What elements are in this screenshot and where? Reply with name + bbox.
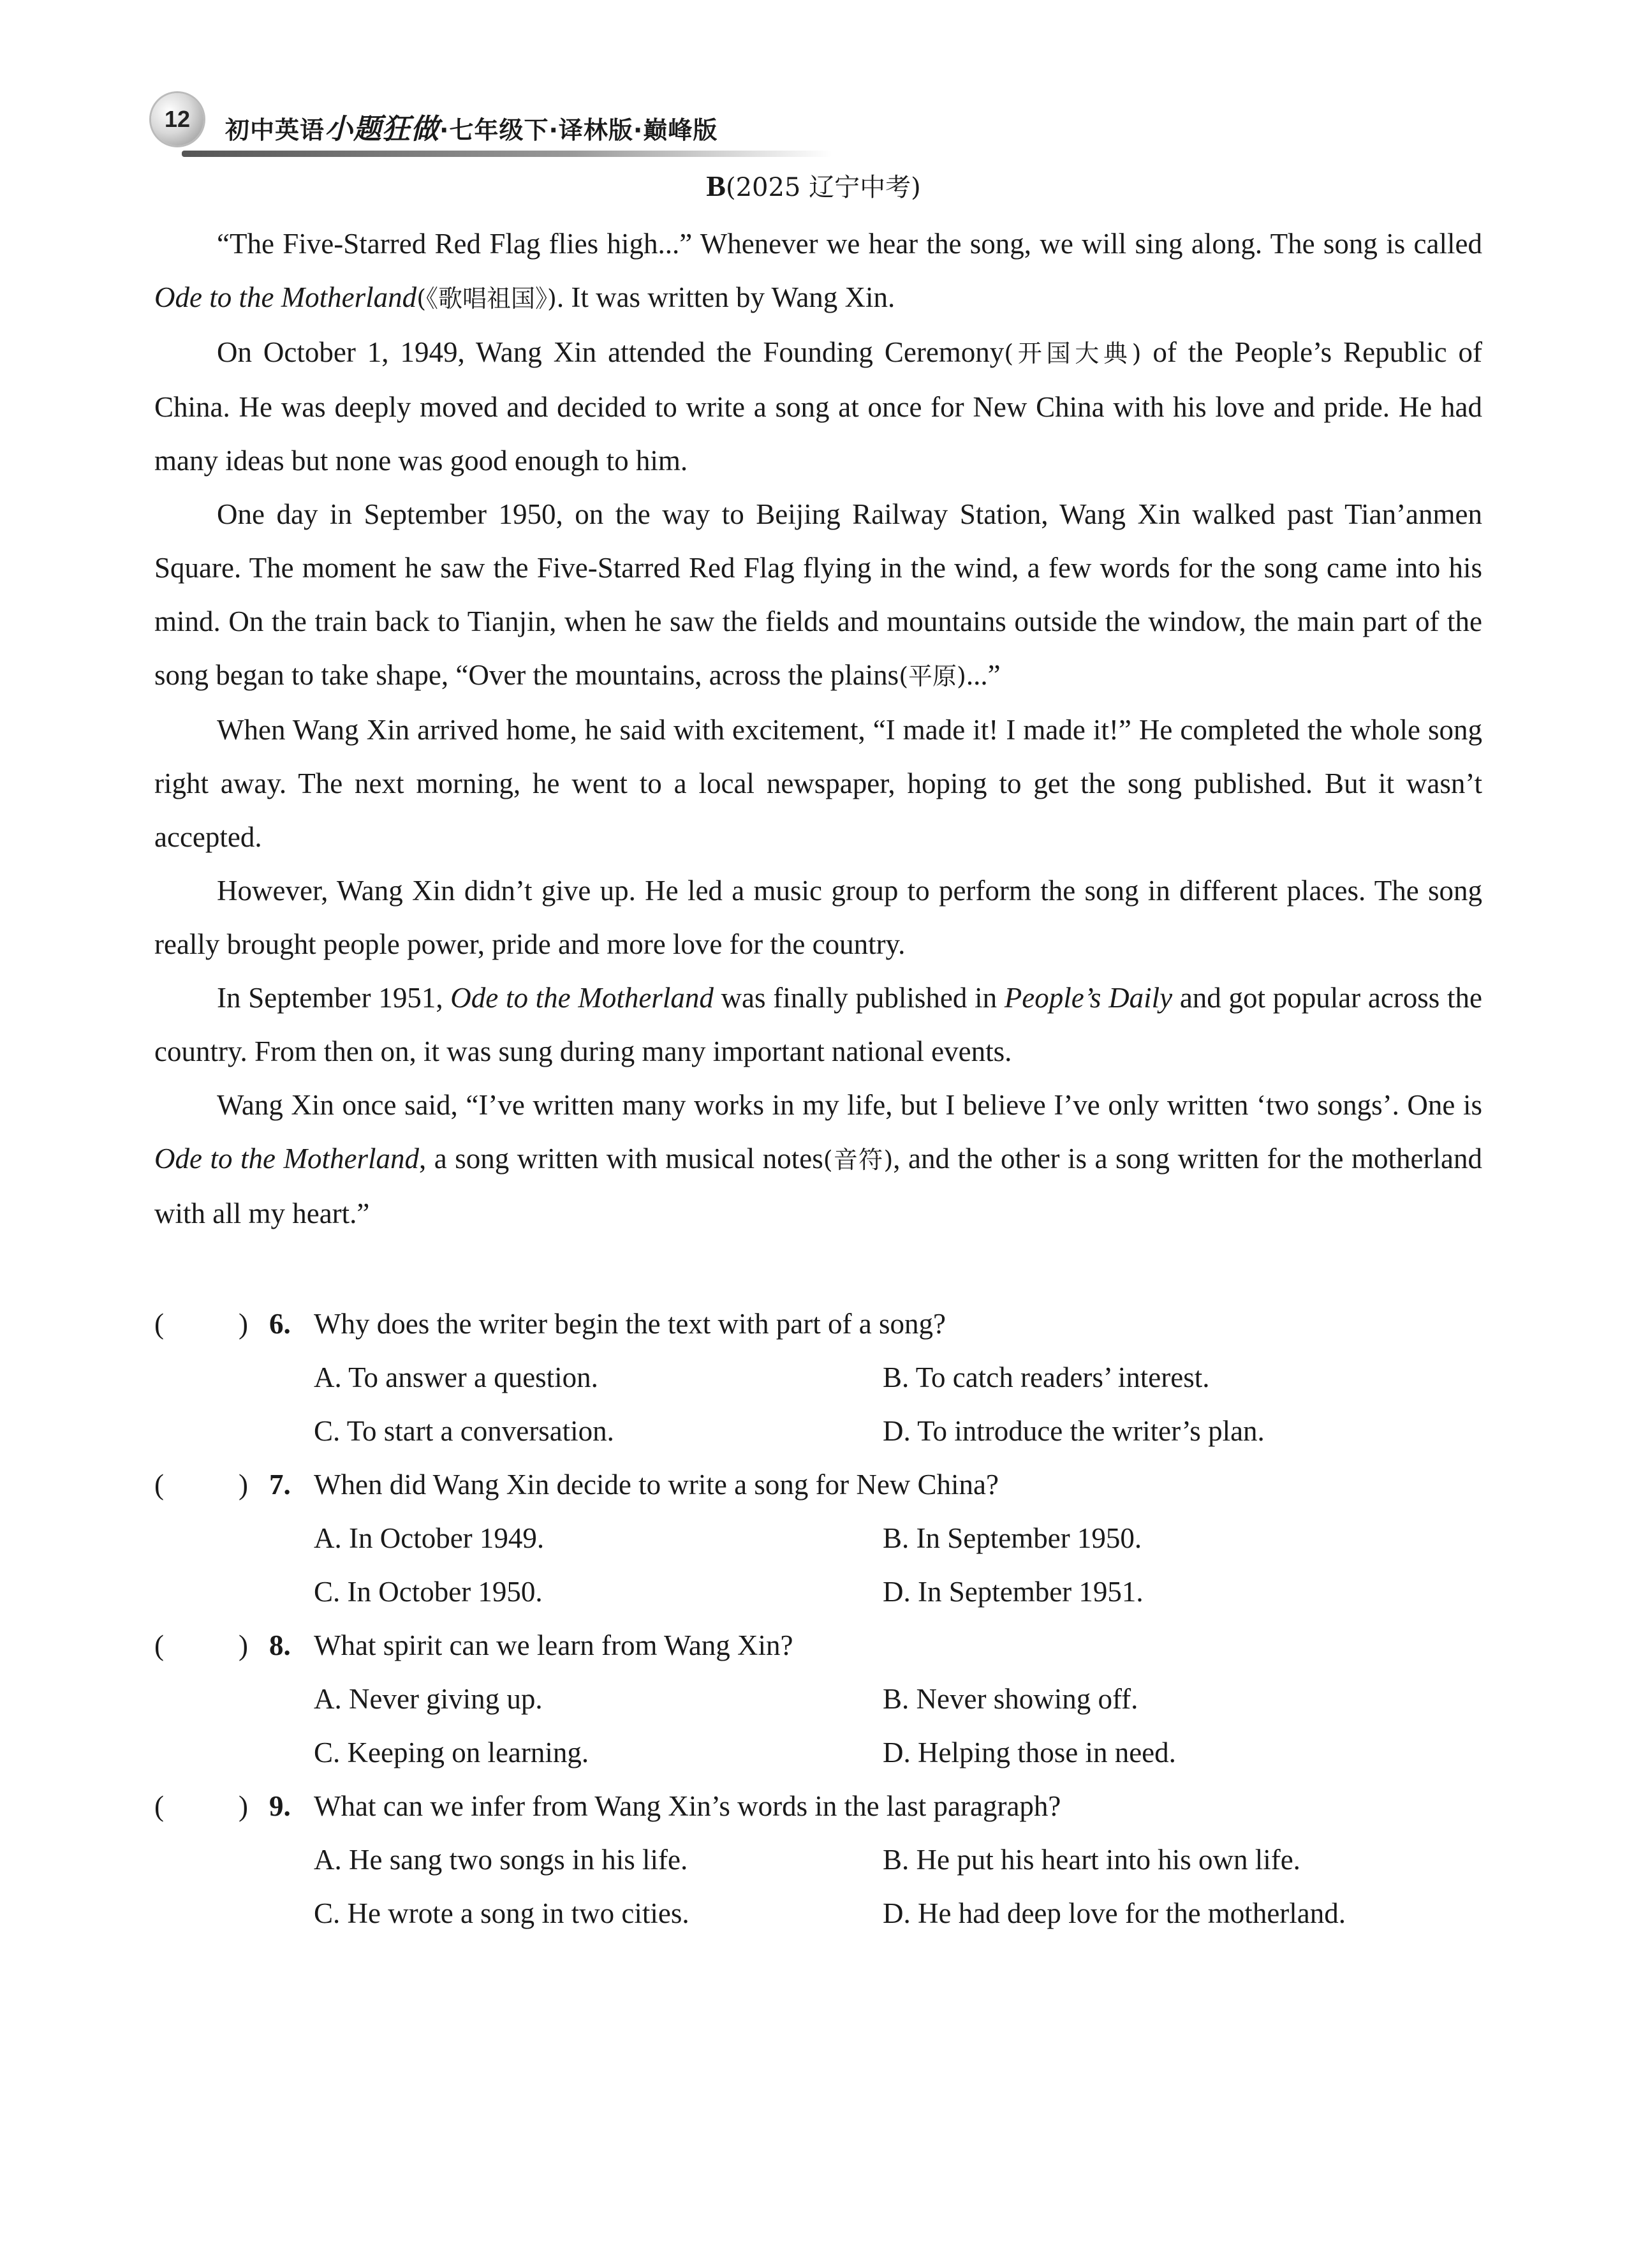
options-row xyxy=(154,1672,1482,1726)
paragraph-1 xyxy=(154,217,1482,325)
option-a[interactable]: A. He sang two songs in his life. xyxy=(314,1844,688,1876)
options-row xyxy=(154,1726,1482,1779)
paragraph-text: was finally published in xyxy=(713,982,1005,1014)
paragraph-text: On October 1, 1949, Wang Xin attended the Founding Ceremony xyxy=(217,336,1005,368)
option-b[interactable]: B. Never showing off. xyxy=(883,1683,1138,1715)
paragraph-text: ...” xyxy=(966,659,1001,691)
option-b[interactable]: B. He put his heart into his own life. xyxy=(883,1844,1300,1876)
paragraph-7 xyxy=(154,1078,1482,1240)
song-title: Ode to the Motherland xyxy=(154,281,417,313)
paragraph-text: of the People’s Republic of China. He was deeply moved and decided to write a song at once for New China with his love and pride. He had many ideas but none was good enough to him. xyxy=(154,336,1483,477)
option-c[interactable]: C. He wrote a song in two cities. xyxy=(314,1897,689,1929)
question-list xyxy=(154,1297,1482,1940)
paragraph-text: and got popular across the country. From then on, it was sung during many important national events. xyxy=(154,982,1482,1067)
chinese-gloss: (《歌唱祖国》) xyxy=(416,285,557,313)
paragraph-6 xyxy=(154,971,1482,1078)
newspaper-title: People’s Daily xyxy=(1004,982,1173,1014)
paragraph-4: When Wang Xin arrived home, he said with excitement, “I made it! I made it!” He completed the whole song right away. The next morning, he went to a local newspaper, hoping to get the song published. But it wasn’t accepted. xyxy=(154,714,1482,853)
question-8 xyxy=(154,1619,1482,1672)
paragraph-5: However, Wang Xin didn’t give up. He led a music group to perform the song in different places. The song really brought people power, pride and more love for the country. xyxy=(154,875,1482,960)
section-letter: B xyxy=(706,170,726,202)
option-a[interactable]: A. In October 1949. xyxy=(314,1522,545,1554)
question-9 xyxy=(154,1779,1482,1833)
option-b[interactable]: B. To catch readers’ interest. xyxy=(883,1361,1210,1393)
option-d[interactable]: D. In September 1951. xyxy=(883,1576,1144,1608)
options-row xyxy=(154,1833,1482,1886)
chinese-gloss: (平原) xyxy=(899,662,966,690)
song-title: Ode to the Motherland xyxy=(450,982,714,1014)
answer-blank-open[interactable]: ( xyxy=(154,1308,164,1340)
option-d[interactable]: D. He had deep love for the motherland. xyxy=(883,1897,1346,1929)
section-source: (2025 辽宁中考) xyxy=(725,173,921,202)
option-d[interactable]: D. To introduce the writer’s plan. xyxy=(883,1415,1265,1447)
question-6 xyxy=(154,1297,1482,1351)
answer-blank-close: ) xyxy=(239,1308,248,1340)
question-text: Why does the writer begin the text with part of a song? xyxy=(314,1308,946,1340)
question-text: What spirit can we learn from Wang Xin? xyxy=(314,1629,793,1661)
options-row xyxy=(154,1404,1482,1458)
paragraph-text: Wang Xin once said, “I’ve written many works in my life, but I believe I’ve only written ‘two songs’. One is xyxy=(217,1089,1482,1121)
option-a[interactable]: A. Never giving up. xyxy=(314,1683,543,1715)
option-c[interactable]: C. Keeping on learning. xyxy=(314,1737,589,1768)
page-header xyxy=(144,82,1483,165)
options-row xyxy=(154,1351,1482,1404)
answer-blank-open[interactable]: ( xyxy=(154,1790,164,1822)
book-brand-logo: 小题狂做 xyxy=(325,113,440,145)
answer-blank-close: ) xyxy=(239,1790,248,1822)
paragraph-text: , a song written with musical notes xyxy=(419,1143,823,1175)
question-text: When did Wang Xin decide to write a song for New China? xyxy=(314,1469,999,1501)
answer-blank-close: ) xyxy=(239,1469,248,1501)
book-title-prefix: 初中英语 xyxy=(225,116,325,144)
paragraph-text: “The Five-Starred Red Flag flies high...” Whenever we hear the song, we will sing along. The song is called xyxy=(217,228,1482,260)
answer-blank-open[interactable]: ( xyxy=(154,1629,164,1661)
question-number: 9. xyxy=(269,1790,291,1822)
question-number: 7. xyxy=(269,1469,291,1501)
page-number: 12 xyxy=(164,106,191,132)
options-row xyxy=(154,1886,1482,1940)
option-b[interactable]: B. In September 1950. xyxy=(883,1522,1142,1554)
song-title: Ode to the Motherland xyxy=(154,1143,419,1175)
section-title xyxy=(0,167,1627,204)
paragraph-2 xyxy=(154,325,1482,487)
option-a[interactable]: A. To answer a question. xyxy=(314,1361,598,1393)
answer-blank-open[interactable]: ( xyxy=(154,1469,164,1501)
option-c[interactable]: C. In October 1950. xyxy=(314,1576,543,1608)
options-row xyxy=(154,1511,1482,1565)
paragraph-text: In September 1951, xyxy=(217,982,451,1014)
answer-blank-close: ) xyxy=(239,1629,248,1661)
options-row xyxy=(154,1565,1482,1619)
paragraph-text: One day in September 1950, on the way to Beijing Railway Station, Wang Xin walked past Tian’anmen Square. The moment he saw the Five-Starred Red Flag flying in the wind, a few words for the song came into his mind. On the train back to Tianjin, when he saw the fields and mountains outside the window, the main part of the song began to take shape, “Over the mountains, across the plains xyxy=(154,498,1482,691)
book-title-suffix: ·七年级下·译林版·巅峰版 xyxy=(439,116,718,144)
page-number-badge xyxy=(151,93,203,145)
paragraph-text: , and the other is a song written for the motherland with all my heart.” xyxy=(154,1143,1482,1229)
question-text: What can we infer from Wang Xin’s words in the last paragraph? xyxy=(314,1790,1061,1822)
option-d[interactable]: D. Helping those in need. xyxy=(883,1737,1176,1768)
question-number: 8. xyxy=(269,1629,291,1661)
chinese-gloss: (音符) xyxy=(823,1146,894,1174)
chinese-gloss: (开国大典) xyxy=(1004,339,1142,367)
question-number: 6. xyxy=(269,1308,291,1340)
header-divider xyxy=(182,151,832,157)
reading-passage xyxy=(154,217,1482,1240)
question-7 xyxy=(154,1458,1482,1511)
paragraph-3 xyxy=(154,487,1482,703)
paragraph-text: . It was written by Wang Xin. xyxy=(556,281,895,313)
option-c[interactable]: C. To start a conversation. xyxy=(314,1415,614,1447)
book-title xyxy=(225,106,718,147)
